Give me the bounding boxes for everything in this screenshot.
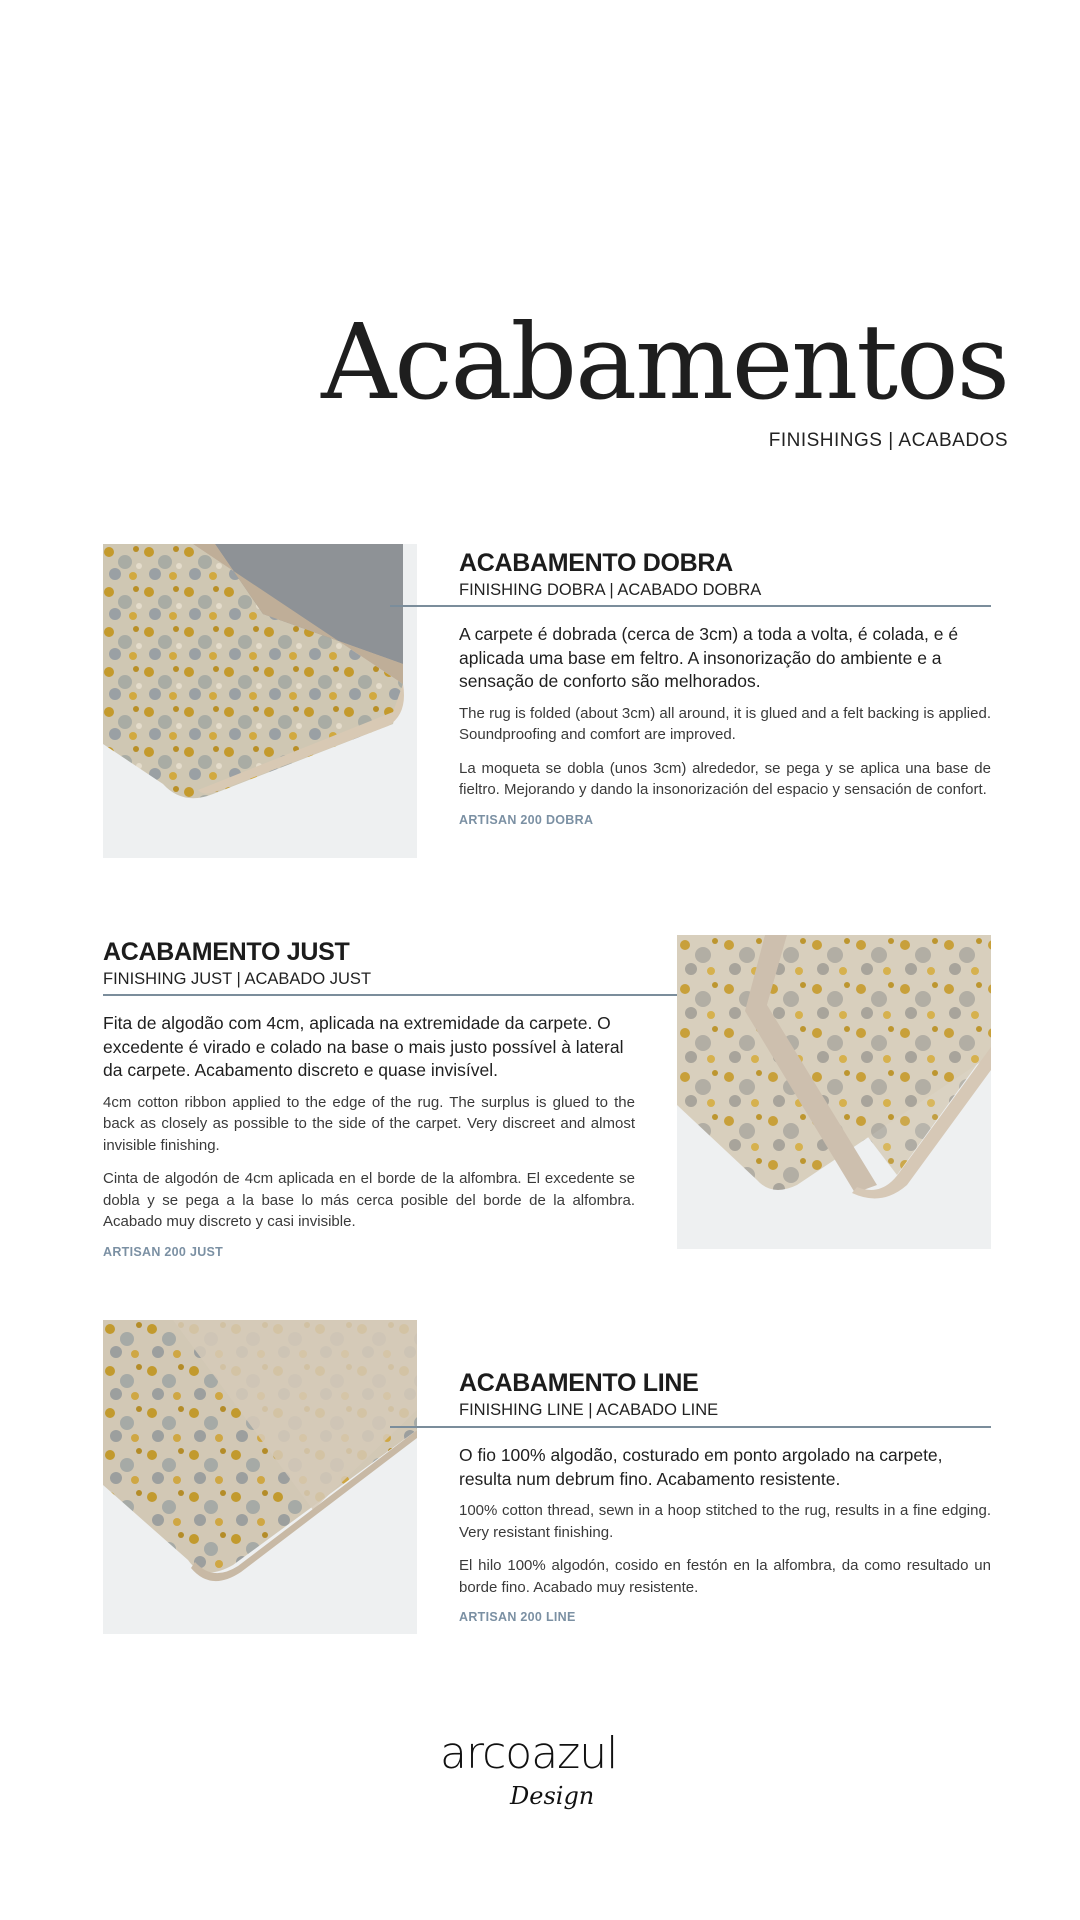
product-reference: ARTISAN 200 LINE bbox=[459, 1610, 576, 1624]
text-es: Cinta de algodón de 4cm aplicada en el borde de la alfombra. El excedente se dobla y se pega a la base lo más cerca posible del borde de la alfombra. Acabado muy discreto y casi invisible. bbox=[103, 1170, 635, 1230]
just-text bbox=[103, 938, 635, 989]
section-title: ACABAMENTO JUST bbox=[103, 938, 350, 966]
text-pt: A carpete é dobrada (cerca de 3cm) a toda a volta, é colada, e é aplicada uma base em feltro. A insonorização do ambiente e a sensação de conforto são melhorados. bbox=[459, 624, 959, 691]
section-subtitle: FINISHING DOBRA | ACABADO DOBRA bbox=[459, 581, 762, 599]
divider bbox=[390, 1426, 991, 1428]
page-title: Acabamentos bbox=[321, 301, 1008, 423]
product-reference: ARTISAN 200 DOBRA bbox=[459, 812, 594, 827]
section-just bbox=[0, 932, 1080, 1259]
section-subtitle: FINISHING JUST | ACABADO JUST bbox=[103, 970, 372, 988]
line-body bbox=[459, 1444, 991, 1624]
rug-just-photo bbox=[677, 935, 991, 1249]
section-line bbox=[0, 1320, 1080, 1640]
dobra-body bbox=[459, 623, 991, 827]
just-body bbox=[103, 1012, 635, 1259]
text-en: The rug is folded (about 3cm) all around, it is glued and a felt backing is applied. Soundproofing and comfort are improved. bbox=[459, 704, 991, 743]
rug-dobra-photo bbox=[103, 544, 417, 858]
page-subtitle: FINISHINGS | ACABADOS bbox=[768, 430, 1008, 451]
text-es: La moqueta se dobla (unos 3cm) alrededor, se pega y se aplica una base de fieltro. Mejorando y dando la insonorización del espacio y sensación de confort. bbox=[459, 759, 991, 798]
text-en: 100% cotton thread, sewn in a hoop stitched to the rug, results in a fine edging. Very resistant finishing. bbox=[459, 1502, 991, 1541]
section-title: ACABAMENTO DOBRA bbox=[459, 549, 733, 577]
svg-text:arcoazul: arcoazul bbox=[440, 1728, 618, 1779]
text-pt: O fio 100% algodão, costurado em ponto argolado na carpete, resulta num debrum fino. Acabamento resistente. bbox=[459, 1445, 943, 1489]
product-reference: ARTISAN 200 JUST bbox=[103, 1244, 224, 1259]
arcoazul-logo bbox=[440, 1722, 645, 1812]
section-dobra bbox=[0, 540, 1080, 860]
section-title: ACABAMENTO LINE bbox=[459, 1369, 699, 1397]
text-en: 4cm cotton ribbon applied to the edge of the rug. The surplus is glued to the back as closely as possible to the side of the carpet. Very discreet and almost invisible finishing. bbox=[103, 1093, 635, 1154]
divider bbox=[390, 605, 991, 607]
rug-line-photo bbox=[103, 1320, 417, 1634]
dobra-text bbox=[459, 549, 991, 600]
section-subtitle: FINISHING LINE | ACABADO LINE bbox=[459, 1401, 719, 1419]
line-text bbox=[459, 1369, 991, 1420]
page-header bbox=[321, 301, 1008, 452]
svg-text:Design: Design bbox=[510, 1782, 595, 1810]
text-es: El hilo 100% algodón, cosido en festón en la alfombra, da como resultado un borde fino. Acabado muy resistente. bbox=[459, 1557, 991, 1596]
divider bbox=[103, 994, 678, 996]
text-pt: Fita de algodão com 4cm, aplicada na extremidade da carpete. O excedente é virado e colado na base o mais justo possível à lateral da carpete. Acabamento discreto e quase invisível. bbox=[103, 1013, 624, 1080]
